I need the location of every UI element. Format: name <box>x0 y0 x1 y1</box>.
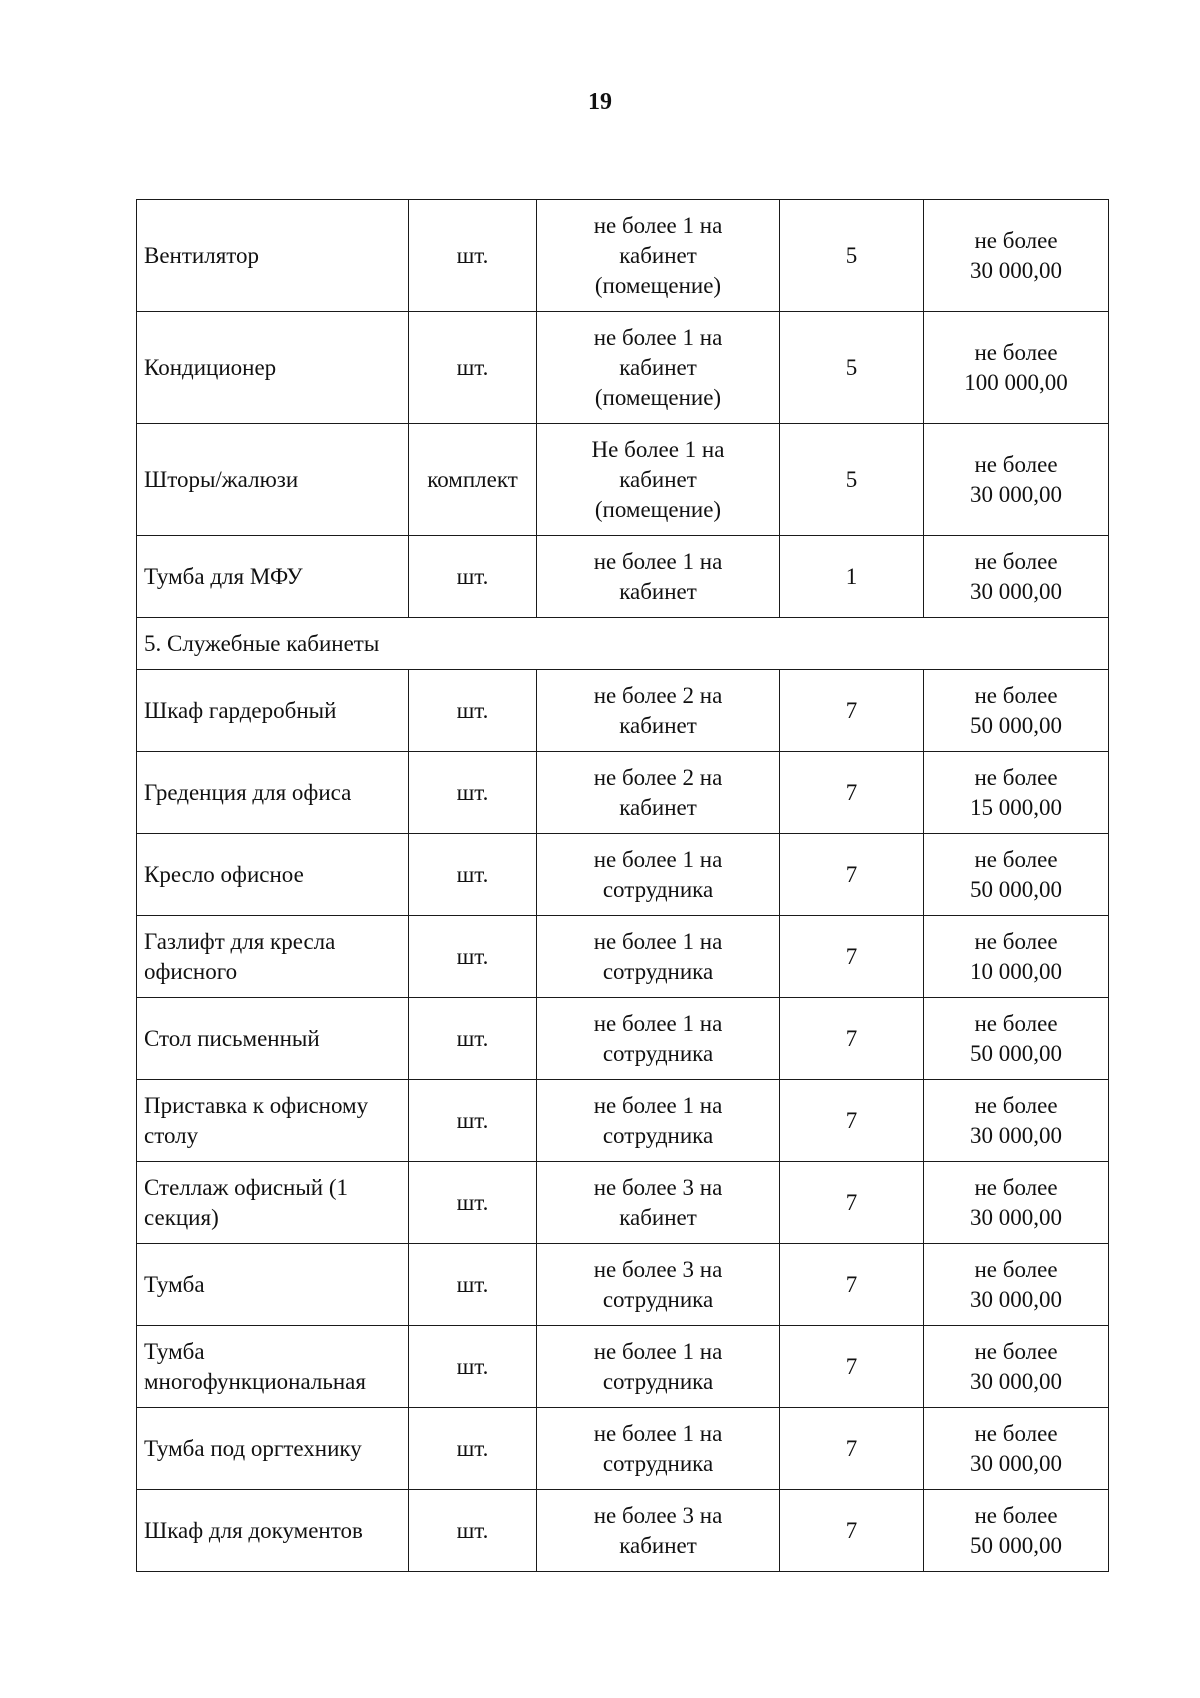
item-name-cell-text: многофункциональная <box>144 1368 366 1394</box>
unit-cell <box>409 752 537 834</box>
item-name-cell <box>137 752 409 834</box>
quantity-cell-text: не более 1 на <box>593 212 723 238</box>
price-cell-text: не более <box>974 1420 1058 1446</box>
quantity-cell <box>537 1080 780 1162</box>
table-row <box>137 1326 1109 1408</box>
quantity-cell <box>537 200 780 312</box>
unit-cell-text: комплект <box>427 466 518 492</box>
price-cell-text: 15 000,00 <box>970 794 1062 820</box>
unit-cell <box>409 312 537 424</box>
quantity-cell-text: не более 1 на <box>593 1010 723 1036</box>
item-name-cell <box>137 1490 409 1572</box>
term-cell <box>780 916 924 998</box>
section-row <box>137 618 1109 670</box>
quantity-cell <box>537 536 780 618</box>
unit-cell <box>409 1408 537 1490</box>
price-cell-text: не более <box>974 1502 1058 1528</box>
price-cell-text: 50 000,00 <box>970 876 1062 902</box>
term-cell-text: 7 <box>845 1517 858 1543</box>
quantity-cell <box>537 752 780 834</box>
item-name-cell <box>137 1244 409 1326</box>
term-cell-text: 5 <box>845 466 858 492</box>
price-cell-text: не более <box>974 1010 1058 1036</box>
table-row <box>137 752 1109 834</box>
item-name-cell <box>137 424 409 536</box>
term-cell-text: 7 <box>845 1353 858 1379</box>
unit-cell <box>409 670 537 752</box>
term-cell-text: 7 <box>845 1271 858 1297</box>
unit-cell <box>409 1080 537 1162</box>
unit-cell-text: шт. <box>456 943 489 969</box>
quantity-cell-text: кабинет <box>619 1532 697 1558</box>
price-cell-text: 30 000,00 <box>970 1286 1062 1312</box>
item-name-cell-text: Шторы/жалюзи <box>144 466 299 492</box>
quantity-cell <box>537 1408 780 1490</box>
unit-cell <box>409 1162 537 1244</box>
quantity-cell-text: не более 3 на <box>593 1256 723 1282</box>
unit-cell <box>409 200 537 312</box>
quantity-cell-text: кабинет <box>619 242 697 268</box>
quantity-cell <box>537 1244 780 1326</box>
term-cell-text: 7 <box>845 1189 858 1215</box>
item-name-cell-text: Тумба <box>144 1271 205 1297</box>
quantity-cell-text: не более 1 на <box>593 1092 723 1118</box>
price-cell-text: не более <box>974 1092 1058 1118</box>
quantity-cell-text: (помещение) <box>594 384 722 410</box>
section-title <box>137 618 1109 670</box>
price-cell <box>924 536 1109 618</box>
quantity-cell-text: не более 3 на <box>593 1502 723 1528</box>
term-cell <box>780 1162 924 1244</box>
quantity-cell <box>537 312 780 424</box>
price-cell <box>924 670 1109 752</box>
price-cell-text: 30 000,00 <box>970 1368 1062 1394</box>
norms-table-body <box>137 200 1109 1572</box>
price-cell-text: не более <box>974 227 1058 253</box>
term-cell <box>780 834 924 916</box>
item-name-cell-text: Кондиционер <box>144 354 277 380</box>
price-cell-text: 50 000,00 <box>970 1532 1062 1558</box>
price-cell-text: не более <box>974 682 1058 708</box>
unit-cell-text: шт. <box>456 1025 489 1051</box>
price-cell-text: не более <box>974 1174 1058 1200</box>
quantity-cell-text: не более 2 на <box>593 764 723 790</box>
unit-cell-text: шт. <box>456 354 489 380</box>
term-cell <box>780 1326 924 1408</box>
term-cell <box>780 1244 924 1326</box>
quantity-cell-text: не более 1 на <box>593 846 723 872</box>
quantity-cell-text: не более 2 на <box>593 682 723 708</box>
item-name-cell <box>137 1326 409 1408</box>
term-cell <box>780 312 924 424</box>
table-row <box>137 312 1109 424</box>
price-cell-text: 100 000,00 <box>964 369 1068 395</box>
page-number: 19 <box>588 89 612 115</box>
price-cell-text: 10 000,00 <box>970 958 1062 984</box>
price-cell <box>924 200 1109 312</box>
unit-cell <box>409 536 537 618</box>
price-cell-text: не более <box>974 548 1058 574</box>
table-row <box>137 200 1109 312</box>
item-name-cell-text: Вентилятор <box>144 242 260 268</box>
term-cell <box>780 670 924 752</box>
term-cell-text: 1 <box>845 563 858 589</box>
quantity-cell-text: не более 1 на <box>593 548 723 574</box>
table-row <box>137 1490 1109 1572</box>
unit-cell <box>409 1490 537 1572</box>
item-name-cell <box>137 312 409 424</box>
price-cell <box>924 916 1109 998</box>
item-name-cell-text: Шкаф гардеробный <box>144 697 337 723</box>
quantity-cell-text: кабинет <box>619 578 697 604</box>
quantity-cell-text: не более 1 на <box>593 324 723 350</box>
item-name-cell-text: Стеллаж офисный (1 <box>144 1174 349 1200</box>
unit-cell-text: шт. <box>456 1189 489 1215</box>
table-row <box>137 916 1109 998</box>
quantity-cell <box>537 670 780 752</box>
term-cell-text: 5 <box>845 242 858 268</box>
unit-cell-text: шт. <box>456 1517 489 1543</box>
term-cell-text: 7 <box>845 1435 858 1461</box>
term-cell-text: 5 <box>845 354 858 380</box>
price-cell <box>924 752 1109 834</box>
unit-cell-text: шт. <box>456 697 489 723</box>
item-name-cell <box>137 536 409 618</box>
unit-cell-text: шт. <box>456 779 489 805</box>
term-cell <box>780 1490 924 1572</box>
price-cell <box>924 1080 1109 1162</box>
unit-cell <box>409 1244 537 1326</box>
price-cell-text: не более <box>974 928 1058 954</box>
price-cell-text: 30 000,00 <box>970 578 1062 604</box>
quantity-cell <box>537 834 780 916</box>
term-cell <box>780 1080 924 1162</box>
quantity-cell-text: Не более 1 на <box>591 436 725 462</box>
unit-cell-text: шт. <box>456 1107 489 1133</box>
term-cell-text: 7 <box>845 943 858 969</box>
unit-cell <box>409 998 537 1080</box>
item-name-cell-text: Греденция для офиса <box>144 779 352 805</box>
table-row <box>137 1244 1109 1326</box>
price-cell <box>924 312 1109 424</box>
item-name-cell <box>137 1408 409 1490</box>
price-cell <box>924 1244 1109 1326</box>
price-cell-text: 30 000,00 <box>970 1122 1062 1148</box>
item-name-cell-text: Тумба под оргтехнику <box>144 1435 362 1461</box>
term-cell-text: 7 <box>845 779 858 805</box>
item-name-cell <box>137 998 409 1080</box>
price-cell-text: 30 000,00 <box>970 1450 1062 1476</box>
quantity-cell <box>537 1326 780 1408</box>
term-cell <box>780 752 924 834</box>
unit-cell <box>409 424 537 536</box>
price-cell <box>924 1408 1109 1490</box>
price-cell-text: не более <box>974 339 1058 365</box>
price-cell-text: не более <box>974 764 1058 790</box>
price-cell-text: 30 000,00 <box>970 257 1062 283</box>
item-name-cell-text: Газлифт для кресла <box>144 928 336 954</box>
quantity-cell-text: не более 3 на <box>593 1174 723 1200</box>
item-name-cell-text: Тумба <box>144 1338 205 1364</box>
unit-cell-text: шт. <box>456 1271 489 1297</box>
section-title-text: 5. Служебные кабинеты <box>144 630 380 656</box>
item-name-cell-text: офисного <box>144 958 238 984</box>
item-name-cell-text: Стол письменный <box>144 1025 320 1051</box>
price-cell-text: не более <box>974 451 1058 477</box>
price-cell-text: 30 000,00 <box>970 481 1062 507</box>
table-row <box>137 1162 1109 1244</box>
quantity-cell <box>537 424 780 536</box>
term-cell <box>780 424 924 536</box>
item-name-cell <box>137 916 409 998</box>
item-name-cell-text: Шкаф для документов <box>144 1517 363 1543</box>
item-name-cell-text: секция) <box>144 1204 219 1230</box>
quantity-cell-text: сотрудника <box>602 1122 714 1148</box>
item-name-cell-text: Тумба для МФУ <box>144 563 303 589</box>
quantity-cell-text: сотрудника <box>602 958 714 984</box>
term-cell-text: 7 <box>845 1107 858 1133</box>
table-row <box>137 670 1109 752</box>
table-row <box>137 1408 1109 1490</box>
table-row <box>137 1080 1109 1162</box>
quantity-cell-text: сотрудника <box>602 1040 714 1066</box>
price-cell-text: 50 000,00 <box>970 712 1062 738</box>
price-cell <box>924 1162 1109 1244</box>
price-cell-text: не более <box>974 846 1058 872</box>
price-cell <box>924 834 1109 916</box>
unit-cell-text: шт. <box>456 563 489 589</box>
norms-table <box>136 199 1109 1572</box>
term-cell <box>780 998 924 1080</box>
term-cell <box>780 200 924 312</box>
quantity-cell-text: кабинет <box>619 466 697 492</box>
quantity-cell-text: кабинет <box>619 354 697 380</box>
quantity-cell <box>537 998 780 1080</box>
quantity-cell-text: не более 1 на <box>593 928 723 954</box>
term-cell-text: 7 <box>845 697 858 723</box>
quantity-cell-text: кабинет <box>619 1204 697 1230</box>
quantity-cell <box>537 1490 780 1572</box>
table-row <box>137 536 1109 618</box>
price-cell-text: не более <box>974 1256 1058 1282</box>
term-cell <box>780 1408 924 1490</box>
term-cell-text: 7 <box>845 861 858 887</box>
price-cell-text: не более <box>974 1338 1058 1364</box>
unit-cell-text: шт. <box>456 1435 489 1461</box>
quantity-cell-text: (помещение) <box>594 496 722 522</box>
quantity-cell-text: сотрудника <box>602 1286 714 1312</box>
quantity-cell-text: не более 1 на <box>593 1420 723 1446</box>
table-row <box>137 834 1109 916</box>
item-name-cell <box>137 200 409 312</box>
item-name-cell <box>137 834 409 916</box>
unit-cell <box>409 834 537 916</box>
price-cell <box>924 424 1109 536</box>
quantity-cell <box>537 1162 780 1244</box>
item-name-cell-text: Кресло офисное <box>144 861 304 887</box>
price-cell <box>924 998 1109 1080</box>
quantity-cell-text: кабинет <box>619 794 697 820</box>
item-name-cell <box>137 670 409 752</box>
quantity-cell-text: кабинет <box>619 712 697 738</box>
unit-cell-text: шт. <box>456 861 489 887</box>
price-cell <box>924 1490 1109 1572</box>
quantity-cell-text: сотрудника <box>602 876 714 902</box>
price-cell <box>924 1326 1109 1408</box>
unit-cell <box>409 916 537 998</box>
item-name-cell-text: столу <box>144 1122 199 1148</box>
quantity-cell-text: сотрудника <box>602 1450 714 1476</box>
item-name-cell-text: Приставка к офисному <box>144 1092 369 1118</box>
quantity-cell-text: (помещение) <box>594 272 722 298</box>
price-cell-text: 50 000,00 <box>970 1040 1062 1066</box>
price-cell-text: 30 000,00 <box>970 1204 1062 1230</box>
unit-cell-text: шт. <box>456 1353 489 1379</box>
item-name-cell <box>137 1162 409 1244</box>
table-row <box>137 998 1109 1080</box>
term-cell-text: 7 <box>845 1025 858 1051</box>
quantity-cell-text: сотрудника <box>602 1368 714 1394</box>
unit-cell <box>409 1326 537 1408</box>
quantity-cell <box>537 916 780 998</box>
table-row <box>137 424 1109 536</box>
term-cell <box>780 536 924 618</box>
unit-cell-text: шт. <box>456 242 489 268</box>
quantity-cell-text: не более 1 на <box>593 1338 723 1364</box>
item-name-cell <box>137 1080 409 1162</box>
